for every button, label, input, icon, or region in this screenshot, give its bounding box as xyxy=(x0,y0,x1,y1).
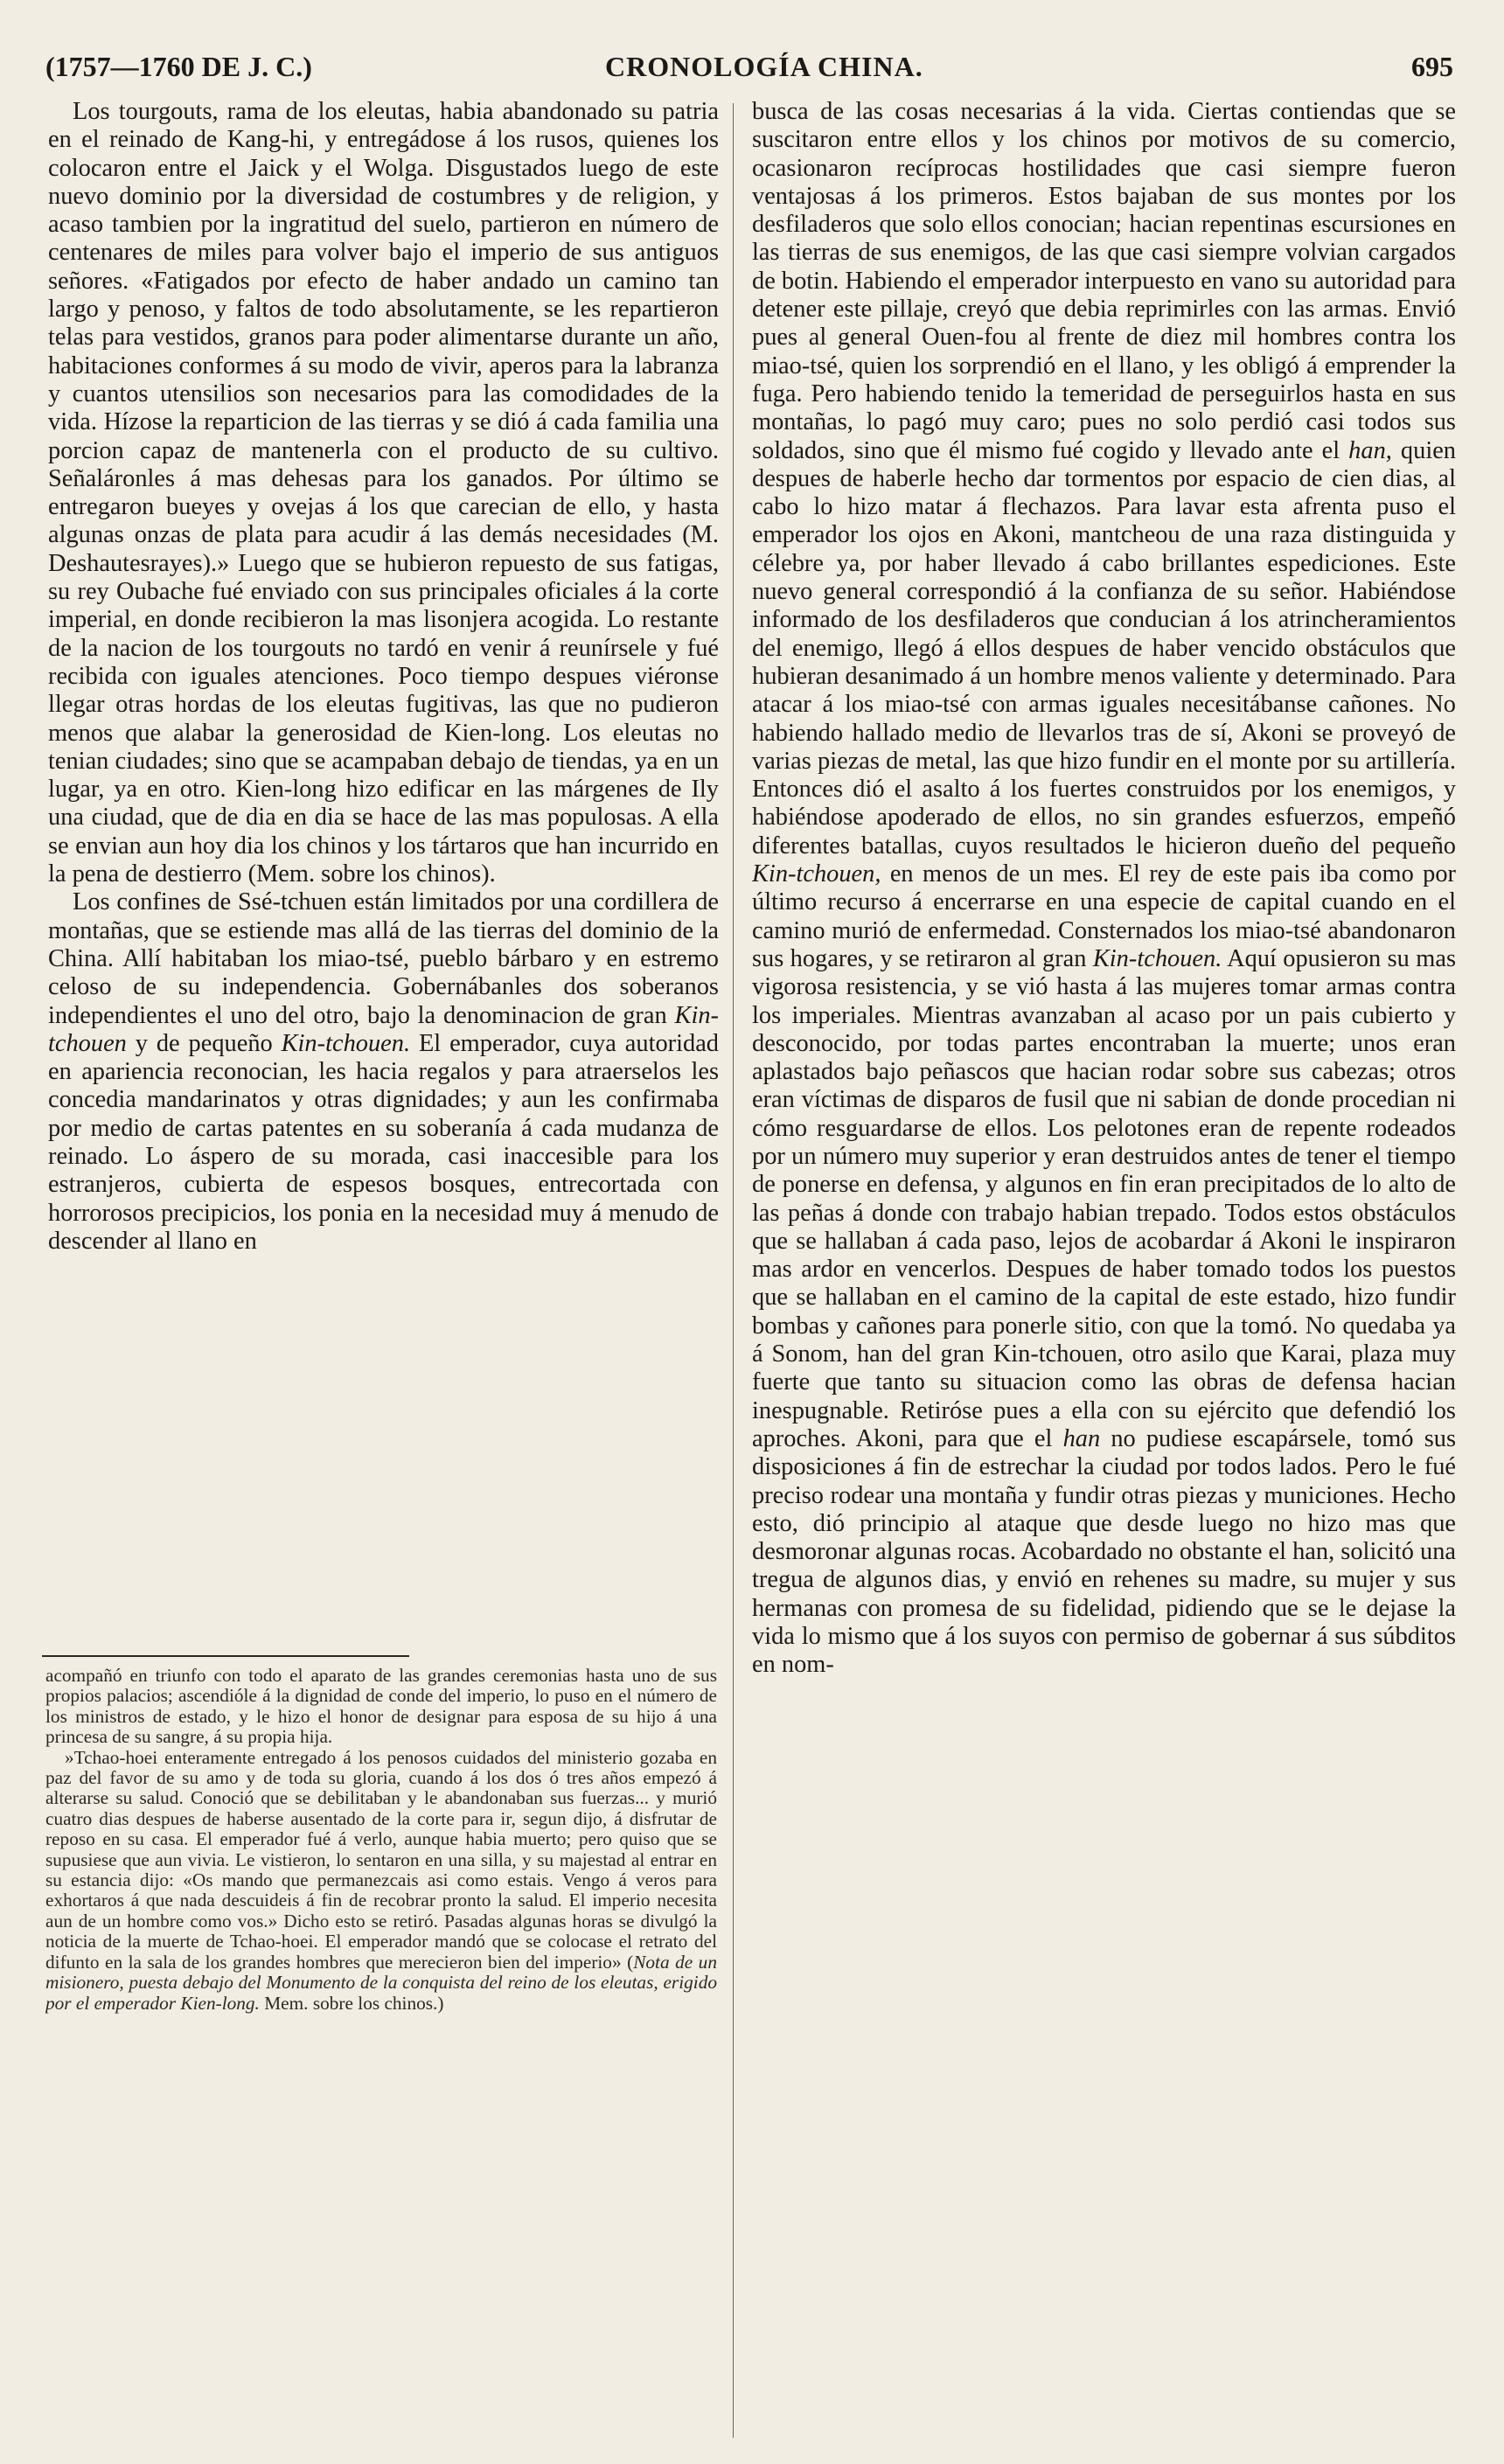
column-divider xyxy=(733,103,734,2438)
footnote xyxy=(45,1666,717,2435)
text-run: y de pequeño xyxy=(135,1029,273,1057)
paragraph-miao-tse xyxy=(48,888,719,1256)
text-run: Los confines de Ssé-tchuen están limitados por una cordillera de montañas, que se estiende mas allá de las tierras del dominio de la China. Allí habitaban los miao-tsé, pueblo bárbaro y en estremo celoso de su independencia. Gobernábanles dos soberanos independientes el uno del otro, bajo la denominacion de gran xyxy=(48,888,719,1029)
italic-term: Kin-tchouen. xyxy=(281,1029,411,1057)
text-run: El emperador, cuya autoridad en apariencia reconocian, les hacia regalos y para atraerselos les concedia mandarinatos y otras dignidades; y aun les confirmaba por medio de cartas patentes en su soberanía á cada mudanza de reinado. Lo áspero de su morada, casi inaccesible para los estranjeros, cubierta de espesos bosques, entrecortada con horrorosos precipicios, los ponia en la necesidad muy á menudo de descender al llano en xyxy=(48,1029,719,1255)
text-run: »Tchao-hoei enteramente entregado á los penosos cuidados del ministerio gozaba en paz del favor de su amo y de toda su gloria, cuando á los dos ó tres años empezó á alterarse su salud. Conoció que se debilitaban y le abandonaban sus fuerzas... y murió cuatro dias despues de haberse ausentado de la corte para ir, segun dijo, á disfrutar de reposo en su casa. El emperador fué á verlo, aunque habia muerto; pero quiso que se supusiese que aun vivia. Le vistieron, lo sentaron en una silla, y su majestad al entrar en su estancia dijo: «Os mando que permanezcais asi como estais. Vengo á veros para exhortaros á que nada descuideis á fin de recobrar pronto la salud. El imperio necesita aun de un hombre como vos.» Dicho esto se retiró. Pasadas algunas horas se divulgó la noticia de la muerte de Tchao-hoei. El emperador mandó que se colocase el retrato del difunto en la sala de los grandes hombres que merecieron bien del imperio» ( xyxy=(45,1746,717,1973)
text-run: en menos de un mes. El rey de este pais iba como por último recurso á encerrarse en una especie de capital cuando en el camino murió de enfermedad. Consternados los miao-tsé abandonaron sus hogares, y se retiraron al gran xyxy=(752,860,1456,972)
page-number: 695 xyxy=(1411,51,1453,82)
right-column xyxy=(752,98,1456,2459)
italic-term: Kin-tchouen. xyxy=(1092,944,1222,972)
text-run: busca de las cosas necesarias á la vida. Ciertas contiendas que se suscitaron entre ellos y los chinos por motivos de su comercio, ocasionaron recíprocas hostilidades que casi siempre fueron ventajosas á los primeros. Estos bajaban de sus montes por los desfiladeros que solo ellos conocian; hacian repentinas escursiones en las tierras de sus enemigos, de las que casi siempre volvian cargados de botin. Habiendo el emperador interpuesto en vano su autoridad para detener este pillaje, creyó que debia reprimirles con las armas. Envió pues al general Ouen-fou al frente de diez mil hombres contra los miao-tsé, quien los sorprendió en el llano, y les obligó á emprender la fuga. Pero habiendo tenido la temeridad de perseguirlos hasta en sus montañas, lo pagó muy caro; pues no solo perdió casi todos sus soldados, sino que él mismo fué cogido y llevado ante el xyxy=(752,98,1456,464)
left-column xyxy=(48,98,719,1619)
footnote-divider xyxy=(42,1655,409,1657)
header-title: CRONOLOGÍA CHINA. xyxy=(605,51,923,82)
footnote-paragraph: acompañó en triunfo con todo el aparato de las grandes ceremonias hasta uno de sus propios palacios; ascendióle á la dignidad de conde del imperio, lo puso en el número de los ministros de estado, y le hizo el honor de designar para esposa de su hijo á una princesa de su sangre, á su propia hija. xyxy=(45,1666,717,1748)
footnote-paragraph xyxy=(45,1748,717,2014)
italic-term: han xyxy=(1062,1424,1101,1452)
text-run: no pudiese escapársele, tomó sus disposiciones á fin de estrechar la ciudad por todos lados. Pero le fué preciso rodear una montaña y fundir otras piezas y municiones. Hecho esto, dió principio al ataque que desde luego no hizo mas que desmoronar algunas rocas. Acobardado no obstante el han, solicitó una tregua de algunos dias, y envió en rehenes su madre, su mujer y sus hermanas con promesa de su fidelidad, pidiendo que se le dejase la vida lo mismo que á los suyos con permiso de gobernar á sus súbditos en nom- xyxy=(752,1424,1456,1679)
italic-note: Nota de un misionero, puesta debajo del Monumento de la conquista del reino de los eleutas, erigido por el emperador Kien-long. xyxy=(45,1951,717,2014)
paragraph-campaign xyxy=(752,98,1456,1680)
text-run: Mem. sobre los chinos.) xyxy=(264,1992,444,2014)
italic-term: Kin-tchouen xyxy=(48,1001,719,1057)
paragraph-tourgouts: Los tourgouts, rama de los eleutas, habia abandonado su patria en el reinado de Kang-hi, y entregádose á los rusos, quienes los colocaron entre el Jaick y el Wolga. Disgustados luego de este nuevo dominio por la diversidad de costumbres y de religion, y acaso tambien por la ingratitud del suelo, partieron en número de centenares de miles para volver bajo el imperio de sus antiguos señores. «Fatigados por efecto de haber andado un camino tan largo y penoso, y faltos de todo absolutamente, se les repartieron telas para vestidos, granos para poder alimentarse durante un año, habitaciones conformes á su modo de vivir, aperos para la labranza y cuantos utensilios son necesarios para las comodidades de la vida. Hízose la reparticion de las tierras y se dió á cada familia una porcion capaz de mantenerla con el producto de su cultivo. Señaláronles á mas dehesas para los ganados. Por último se entregaron bueyes y ovejas á los que carecian de ello, y hasta algunas onzas de plata para acudir á las demás necesidades (M. Deshautesrayes).» Luego que se hubieron repuesto de sus fatigas, su rey Oubache fué enviado con sus principales oficiales á la corte imperial, en donde recibieron la mas lisonjera acogida. Lo restante de la nacion de los tourgouts no tardó en venir á reunírsele y fué recibida con iguales atenciones. Poco tiempo despues viéronse llegar otras hordas de los eleutas fugitivas, las que no pudieron menos que alabar la generosidad de Kien-long. Los eleutas no tenian ciudades; sino que se acampaban debajo de tiendas, ya en un lugar, ya en otro. Kien-long hizo edificar en las márgenes de Ily una ciudad, que de dia en dia se hace de las mas populosas. A ella se envian aun hoy dia los chinos y los tártaros que han incurrido en la pena de destierro (Mem. sobre los chinos). xyxy=(48,98,719,888)
italic-term: han, xyxy=(1348,436,1392,464)
italic-term: Kin-tchouen, xyxy=(752,860,881,888)
page-header xyxy=(45,51,1453,93)
text-run: quien despues de haberle hecho dar tormentos por espacio de cien dias, al cabo lo hizo matar á flechazos. Para lavar esta afrenta puso el emperador los ojos en Akoni, mantcheou de una raza distinguida y célebre ya, por haber llevado á cabo brillantes espediciones. Este nuevo general correspondió á la confianza de su señor. Habiéndose informado de los desfiladeros que conducian á los atrincheramientos del enemigo, llegó á ellos despues de haber vencido obstáculos que hubieran desanimado á un hombre menos valiente y determinado. Para atacar á los miao-tsé con armas iguales necesitábanse cañones. No habiendo hallado medio de llevarlos tras de sí, Akoni se proveyó de varias piezas de metal, las que hizo fundir en el monte por su artillería. Entonces dió el asalto á los fuertes construidos por los enemigos, y habiéndose apoderado de ellos, no sin grandes esfuerzos, empeñó diferentes batallas, cuyos resultados le hicieron dueño del pequeño xyxy=(752,436,1456,860)
header-date-range: (1757—1760 DE J. C.) xyxy=(45,51,312,82)
text-run: Aquí opusieron su mas vigorosa resistencia, y se vió hasta á las mujeres tomar armas contra los imperiales. Mientras avanzaban al acaso por un pais cubierto y desconocido, por todas partes encontraban la muerte; unos eran aplastados bajo peñascos que hacian rodar sobre sus cabezas; otros eran víctimas de disparos de fusil que ni sabian de donde procedian ni cómo resguardarse de ellos. Los pelotones eran de repente rodeados por un número muy superior y eran destruidos antes de tener el tiempo de ponerse en defensa, y algunos en fin eran precipitados de lo alto de las peñas á donde con trabajo habian trepado. Todos estos obstáculos que se hallaban á cada paso, lejos de acobardar á Akoni le inspiraron mas ardor en vencerlos. Despues de haber tomado todos los puestos que se hallaban en el camino de la capital de este estado, hizo fundir bombas y cañones para ponerle sitio, con que la tomó. No quedaba ya á Sonom, han del gran Kin-tchouen, otro asilo que Karai, plaza muy fuerte que tanto su situacion como las obras de defensa hacian inespugnable. Retiróse pues a ella con su ejército que defendió los aproches. Akoni, para que el xyxy=(752,944,1456,1452)
